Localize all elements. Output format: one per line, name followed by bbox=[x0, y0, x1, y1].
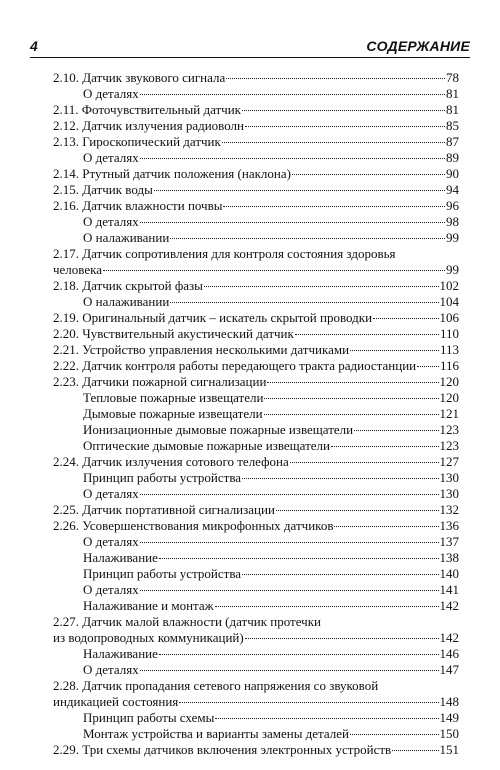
toc-entry-title: 2.10. Датчик звукового сигнала bbox=[53, 70, 226, 85]
toc-entry-page: 106 bbox=[439, 310, 459, 325]
toc-entry-title: О деталях bbox=[83, 214, 139, 229]
toc-entry-page: 146 bbox=[439, 646, 459, 661]
toc-entry-page: 137 bbox=[439, 534, 459, 549]
toc-entry-page: 110 bbox=[439, 326, 459, 341]
toc-entry-title: 2.13. Гироскопический датчик bbox=[53, 134, 221, 149]
toc-entry bbox=[53, 358, 459, 374]
toc-leader-dots bbox=[295, 334, 439, 335]
toc-leader-dots bbox=[140, 494, 439, 495]
toc-entry-page: 149 bbox=[439, 710, 459, 725]
toc-entry-title: 2.25. Датчик портативной сигнализации bbox=[53, 502, 275, 517]
toc-entry bbox=[53, 374, 459, 390]
toc-entry-title: 2.24. Датчик излучения сотового телефона bbox=[53, 454, 289, 469]
toc-leader-dots bbox=[222, 142, 445, 143]
toc-leader-dots bbox=[245, 638, 439, 639]
toc-entry-page: 98 bbox=[446, 214, 459, 229]
toc-entry bbox=[53, 150, 459, 166]
toc-leader-dots bbox=[140, 222, 445, 223]
toc-leader-dots bbox=[159, 654, 439, 655]
toc-entry-page: 136 bbox=[439, 518, 459, 533]
toc-entry bbox=[53, 70, 459, 86]
toc-entry bbox=[53, 614, 459, 630]
toc-entry bbox=[53, 662, 459, 678]
page-header bbox=[30, 34, 470, 54]
header-rule bbox=[30, 57, 470, 58]
toc-entry-page: 90 bbox=[446, 166, 459, 181]
toc-entry bbox=[53, 198, 459, 214]
toc-leader-dots bbox=[170, 302, 438, 303]
toc-entry-title: из водопроводных коммуникаций) bbox=[53, 630, 244, 645]
toc-entry-title: О налаживании bbox=[83, 294, 170, 309]
toc-leader-dots bbox=[154, 190, 445, 191]
toc-entry-page: 121 bbox=[439, 406, 459, 421]
toc-entry bbox=[53, 294, 459, 310]
toc-entry-title: Принцип работы устройства bbox=[83, 470, 242, 485]
toc-entry bbox=[53, 214, 459, 230]
toc-leader-dots bbox=[290, 462, 439, 463]
toc-leader-dots bbox=[334, 526, 438, 527]
toc-entry-page: 102 bbox=[439, 278, 459, 293]
toc-leader-dots bbox=[103, 270, 445, 271]
toc-entry-title: Дымовые пожарные извещатели bbox=[83, 406, 263, 421]
toc-entry-title: 2.11. Фоточувствительный датчик bbox=[53, 102, 241, 117]
toc-entry-title: О деталях bbox=[83, 486, 139, 501]
toc-entry-page: 142 bbox=[439, 630, 459, 645]
toc-leader-dots bbox=[242, 574, 438, 575]
toc-leader-dots bbox=[204, 286, 439, 287]
toc-entry-title: 2.26. Усовершенствования микрофонных датчиков bbox=[53, 518, 334, 533]
toc-entry-title: человека bbox=[53, 262, 103, 277]
toc-entry bbox=[53, 134, 459, 150]
toc-entry-title: 2.15. Датчик воды bbox=[53, 182, 153, 197]
toc-entry-title: 2.29. Три схемы датчиков включения электронных устройств bbox=[53, 742, 392, 757]
toc-entry-title: Принцип работы схемы bbox=[83, 710, 215, 725]
toc-entry bbox=[53, 278, 459, 294]
toc-entry bbox=[53, 166, 459, 182]
toc-entry bbox=[53, 726, 459, 742]
toc-entry-page: 141 bbox=[439, 582, 459, 597]
toc-leader-dots bbox=[242, 110, 445, 111]
toc-leader-dots bbox=[140, 542, 439, 543]
toc-entry-page: 150 bbox=[439, 726, 459, 741]
toc-entry-title: Налаживание bbox=[83, 550, 158, 565]
toc-entry-page: 132 bbox=[439, 502, 459, 517]
toc-entry-page: 142 bbox=[439, 598, 459, 613]
toc-entry-page: 116 bbox=[439, 358, 459, 373]
toc-entry bbox=[53, 502, 459, 518]
running-title: СОДЕРЖАНИЕ bbox=[366, 38, 470, 54]
toc-leader-dots bbox=[245, 126, 445, 127]
toc-entry-page: 85 bbox=[446, 118, 459, 133]
toc-entry-page: 113 bbox=[439, 342, 459, 357]
toc-leader-dots bbox=[292, 174, 445, 175]
toc-leader-dots bbox=[242, 478, 438, 479]
toc-entry-page: 81 bbox=[446, 102, 459, 117]
toc-entry bbox=[53, 326, 459, 342]
toc-entry-page: 147 bbox=[439, 662, 459, 677]
table-of-contents bbox=[53, 70, 459, 758]
toc-entry-title: индикацией состояния bbox=[53, 694, 179, 709]
toc-entry bbox=[53, 118, 459, 134]
page-number: 4 bbox=[30, 38, 38, 54]
toc-entry bbox=[53, 550, 459, 566]
toc-entry-title: 2.17. Датчик сопротивления для контроля состояния здоровья bbox=[53, 246, 396, 261]
toc-entry bbox=[53, 262, 459, 278]
toc-entry-title: О деталях bbox=[83, 150, 139, 165]
toc-entry-page: 87 bbox=[446, 134, 459, 149]
toc-leader-dots bbox=[276, 510, 439, 511]
toc-entry-title: 2.18. Датчик скрытой фазы bbox=[53, 278, 203, 293]
toc-leader-dots bbox=[140, 590, 439, 591]
toc-leader-dots bbox=[159, 558, 439, 559]
toc-entry-page: 120 bbox=[439, 390, 459, 405]
toc-entry bbox=[53, 566, 459, 582]
toc-entry bbox=[53, 598, 459, 614]
toc-entry bbox=[53, 182, 459, 198]
toc-entry-page: 78 bbox=[446, 70, 459, 85]
toc-leader-dots bbox=[170, 238, 445, 239]
toc-entry-title: Оптические дымовые пожарные извещатели bbox=[83, 438, 331, 453]
toc-entry-page: 148 bbox=[439, 694, 459, 709]
toc-entry bbox=[53, 470, 459, 486]
toc-entry-title: Принцип работы устройства bbox=[83, 566, 242, 581]
toc-entry bbox=[53, 518, 459, 534]
toc-entry-title: О налаживании bbox=[83, 230, 170, 245]
toc-entry-title: О деталях bbox=[83, 662, 139, 677]
toc-entry bbox=[53, 438, 459, 454]
toc-leader-dots bbox=[215, 718, 438, 719]
toc-entry-page: 81 bbox=[446, 86, 459, 101]
toc-leader-dots bbox=[226, 78, 445, 79]
toc-leader-dots bbox=[215, 606, 439, 607]
toc-entry-title: 2.19. Оригинальный датчик – искатель скрытой проводки bbox=[53, 310, 373, 325]
toc-entry-page: 96 bbox=[446, 198, 459, 213]
toc-entry bbox=[53, 102, 459, 118]
toc-leader-dots bbox=[223, 206, 445, 207]
toc-entry bbox=[53, 742, 459, 758]
toc-entry-page: 123 bbox=[439, 438, 459, 453]
toc-entry bbox=[53, 678, 459, 694]
toc-entry bbox=[53, 230, 459, 246]
toc-leader-dots bbox=[392, 750, 438, 751]
toc-leader-dots bbox=[417, 366, 439, 367]
toc-entry-page: 99 bbox=[446, 230, 459, 245]
toc-leader-dots bbox=[373, 318, 438, 319]
toc-leader-dots bbox=[140, 670, 439, 671]
toc-entry-title: 2.20. Чувствительный акустический датчик bbox=[53, 326, 294, 341]
toc-entry-title: О деталях bbox=[83, 534, 139, 549]
toc-entry-title: 2.27. Датчик малой влажности (датчик протечки bbox=[53, 614, 321, 629]
toc-entry-page: 130 bbox=[439, 486, 459, 501]
toc-entry-page: 120 bbox=[439, 374, 459, 389]
toc-entry-page: 94 bbox=[446, 182, 459, 197]
toc-entry-title: 2.16. Датчик влажности почвы bbox=[53, 198, 223, 213]
toc-entry-title: Тепловые пожарные извещатели bbox=[83, 390, 264, 405]
toc-leader-dots bbox=[331, 446, 438, 447]
toc-entry-title: 2.12. Датчик излучения радиоволн bbox=[53, 118, 244, 133]
toc-entry bbox=[53, 582, 459, 598]
toc-entry-page: 140 bbox=[439, 566, 459, 581]
toc-entry bbox=[53, 390, 459, 406]
toc-leader-dots bbox=[140, 94, 445, 95]
toc-leader-dots bbox=[264, 398, 438, 399]
toc-entry bbox=[53, 246, 459, 262]
toc-entry-page: 104 bbox=[439, 294, 459, 309]
toc-entry-page: 130 bbox=[439, 470, 459, 485]
toc-leader-dots bbox=[179, 702, 438, 703]
toc-leader-dots bbox=[354, 430, 438, 431]
toc-entry-title: О деталях bbox=[83, 582, 139, 597]
toc-entry-page: 127 bbox=[439, 454, 459, 469]
toc-entry-page: 151 bbox=[439, 742, 459, 757]
toc-entry bbox=[53, 454, 459, 470]
toc-entry bbox=[53, 694, 459, 710]
toc-entry bbox=[53, 630, 459, 646]
toc-entry-page: 89 bbox=[446, 150, 459, 165]
toc-entry-title: О деталях bbox=[83, 86, 139, 101]
toc-entry bbox=[53, 342, 459, 358]
toc-entry bbox=[53, 310, 459, 326]
toc-entry bbox=[53, 86, 459, 102]
toc-entry-page: 99 bbox=[446, 262, 459, 277]
toc-entry-title: 2.14. Ртутный датчик положения (наклона) bbox=[53, 166, 291, 181]
toc-leader-dots bbox=[350, 350, 439, 351]
toc-entry-title: 2.28. Датчик пропадания сетевого напряжения со звуковой bbox=[53, 678, 379, 693]
toc-leader-dots bbox=[267, 382, 438, 383]
toc-entry bbox=[53, 486, 459, 502]
toc-entry-title: 2.23. Датчики пожарной сигнализации bbox=[53, 374, 267, 389]
toc-entry-title: 2.22. Датчик контроля работы передающего тракта радиостанции bbox=[53, 358, 417, 373]
toc-entry-title: Налаживание bbox=[83, 646, 158, 661]
toc-leader-dots bbox=[350, 734, 439, 735]
toc-entry-title: Налаживание и монтаж bbox=[83, 598, 214, 613]
toc-entry-title: Монтаж устройства и варианты замены деталей bbox=[83, 726, 349, 741]
toc-entry bbox=[53, 646, 459, 662]
toc-entry-title: 2.21. Устройство управления несколькими датчиками bbox=[53, 342, 350, 357]
toc-entry bbox=[53, 422, 459, 438]
toc-leader-dots bbox=[140, 158, 445, 159]
toc-entry-page: 138 bbox=[439, 550, 459, 565]
toc-entry bbox=[53, 710, 459, 726]
toc-entry bbox=[53, 406, 459, 422]
toc-entry-page: 123 bbox=[439, 422, 459, 437]
toc-entry bbox=[53, 534, 459, 550]
toc-leader-dots bbox=[264, 414, 439, 415]
toc-entry-title: Ионизационные дымовые пожарные извещатели bbox=[83, 422, 354, 437]
